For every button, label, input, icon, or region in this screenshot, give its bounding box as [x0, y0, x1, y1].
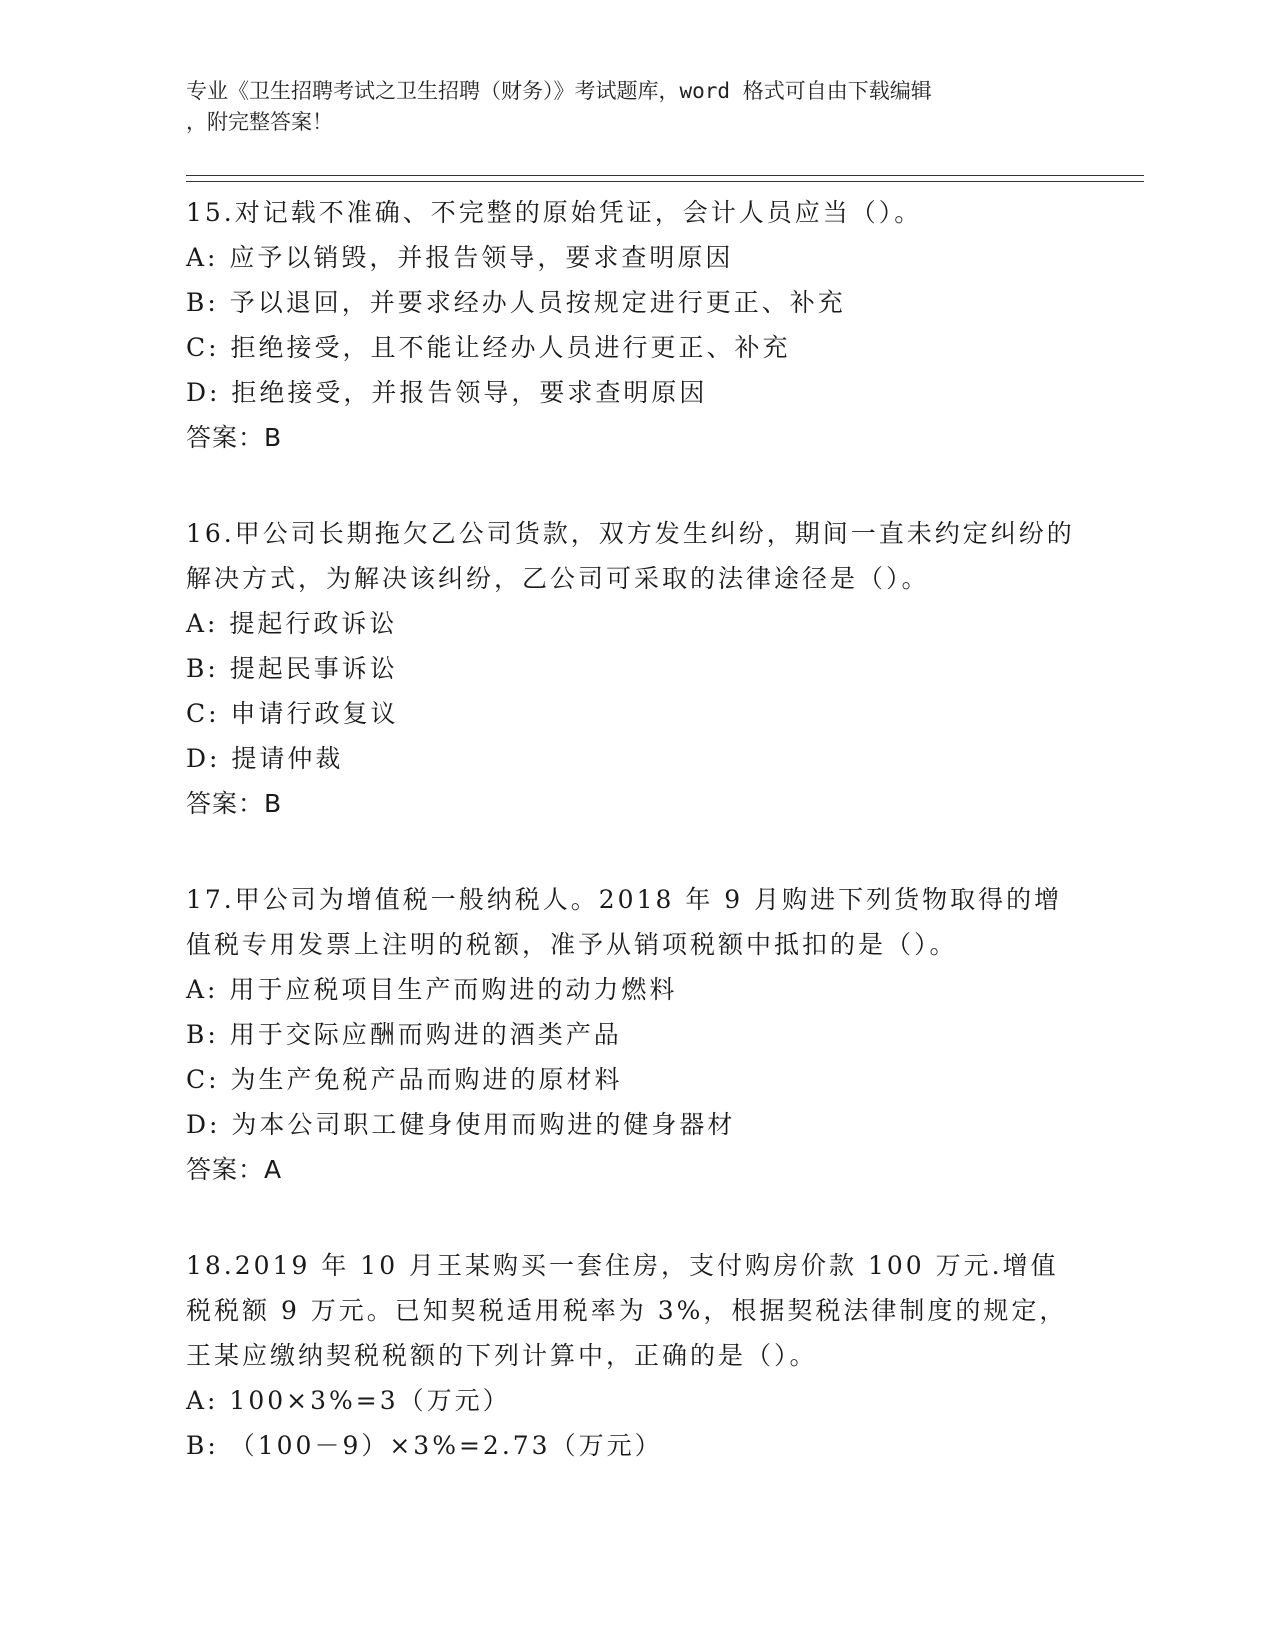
question-number: 17. [186, 885, 235, 914]
question-text [186, 190, 1086, 235]
header-line-2: ，附完整答案！ [186, 110, 333, 134]
answer: 答案：B [186, 423, 283, 452]
answer: 答案：A [186, 1155, 283, 1184]
option-d: D: 为本公司职工健身使用而购进的健身器材 [186, 1110, 736, 1139]
question-number: 18. [186, 1251, 235, 1280]
question-16 [186, 511, 1086, 826]
option-b: B: （100－9）×3%=2.73（万元） [186, 1431, 663, 1460]
option-d: D: 提请仲裁 [186, 744, 344, 773]
question-stem: 2019 年 10 月王某购买一套住房，支付购房价款 100 万元.增值税税额 9 万元。已知契税适用税率为 3%，根据契税法律制度的规定，王某应缴纳契税税额的下列计算中，正确的是（）。 [186, 1251, 1068, 1370]
question-number: 15. [186, 198, 235, 227]
option-a: A: 应予以销毁，并报告领导，要求查明原因 [186, 243, 734, 272]
header-divider-bottom [186, 181, 1144, 182]
question-number: 16. [186, 519, 235, 548]
question-text [186, 877, 1086, 967]
question-stem: 甲公司长期拖欠乙公司货款，双方发生纠纷，期间一直未约定纠纷的解决方式，为解决该纠纷，乙公司可采取的法律途径是（）。 [186, 519, 1075, 593]
answer: 答案：B [186, 789, 283, 818]
option-a: A: 用于应税项目生产而购进的动力燃料 [186, 975, 678, 1004]
option-c: C: 为生产免税产品而购进的原材料 [186, 1065, 623, 1094]
header-line-1: 专业《卫生招聘考试之卫生招聘（财务）》考试题库，word 格式可自由下载编辑 [186, 79, 932, 103]
option-b: B: 提起民事诉讼 [186, 654, 398, 683]
question-text [186, 511, 1086, 601]
question-stem: 对记载不准确、不完整的原始凭证，会计人员应当（）。 [234, 198, 923, 227]
question-text [186, 1243, 1086, 1378]
option-c: C: 申请行政复议 [186, 699, 399, 728]
option-b: B: 予以退回，并要求经办人员按规定进行更正、补充 [186, 288, 846, 317]
option-c: C: 拒绝接受，且不能让经办人员进行更正、补充 [186, 333, 791, 362]
document-header [186, 76, 1066, 138]
option-d: D: 拒绝接受，并报告领导，要求查明原因 [186, 378, 708, 407]
question-17 [186, 877, 1086, 1192]
question-list [186, 190, 1086, 1519]
question-stem: 甲公司为增值税一般纳税人。2018 年 9 月购进下列货物取得的增值税专用发票上注明的税额，准予从销项税额中抵扣的是（）。 [186, 885, 1063, 959]
option-b: B: 用于交际应酬而购进的酒类产品 [186, 1020, 622, 1049]
question-15 [186, 190, 1086, 460]
header-divider-top [186, 175, 1144, 176]
option-a: A: 100×3%=3（万元） [186, 1386, 511, 1415]
option-a: A: 提起行政诉讼 [186, 609, 398, 638]
question-18 [186, 1243, 1086, 1468]
